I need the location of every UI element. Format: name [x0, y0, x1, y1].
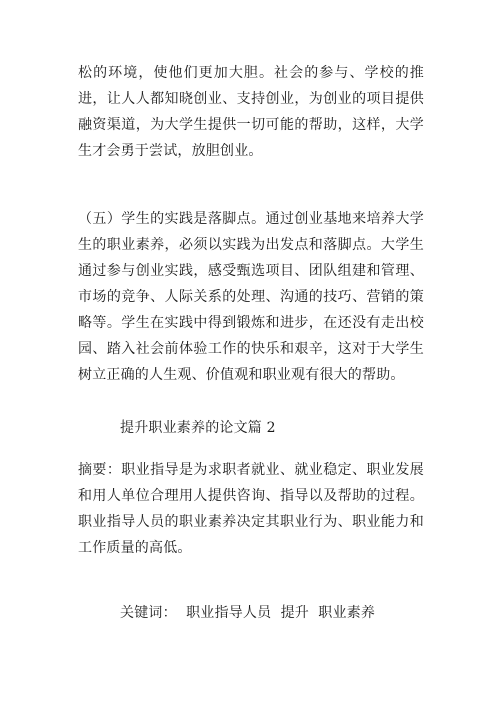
body-paragraph: 松的环境，使他们更加大胆。社会的参与、学校的推进，让人人都知晓创业、支持创业，为创业的项目提供融资渠道，为大学生提供一切可能的帮助，这样，大学生才会勇于尝试，放胆创业。 [78, 65, 424, 159]
body-paragraph: （五）学生的实践是落脚点。通过创业基地来培养大学生的职业素养，必须以实践为出发点和落脚点。大学生通过参与创业实践，感受甄选项目、团队组建和管理、市场的竞争、人际关系的处理、沟通的技巧、营销的策略等。学生在实践中得到锻炼和进步，在还没有走出校园、踏入社会前体验工作的快乐和艰辛，这对于大学生树立正确的人生观、价值观和职业观有很大的帮助。 [78, 211, 424, 383]
abstract-paragraph: 摘要：职业指导是为求职者就业、就业稳定、职业发展和用人单位合理用人提供咨询、指导以及帮助的过程。职业指导人员的职业素养决定其职业行为、职业能力和工作质量的高低。 [78, 462, 424, 556]
keywords-line: 关键词： 职业指导人员 提升 职业素养 [120, 605, 376, 621]
section-heading: 提升职业素养的论文篇 2 [120, 420, 276, 436]
